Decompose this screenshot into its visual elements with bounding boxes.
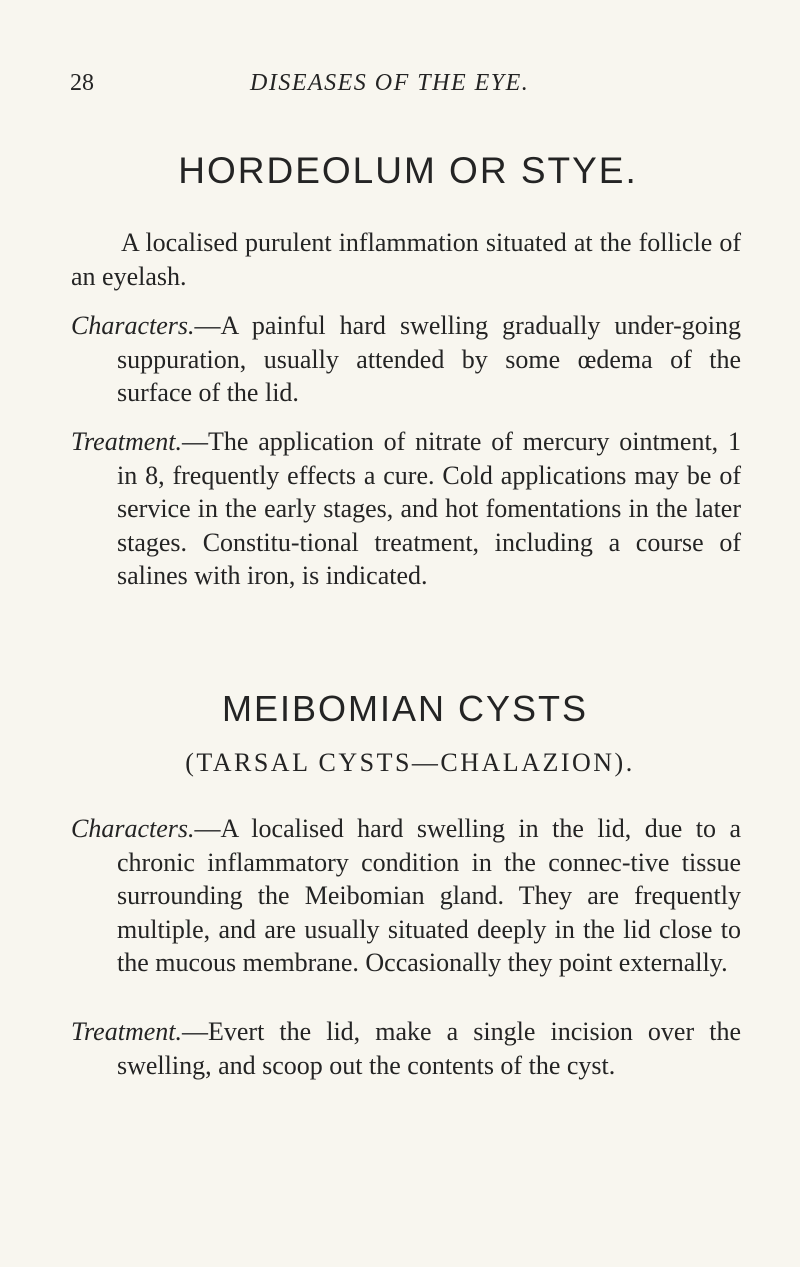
section-heading-hordeolum: HORDEOLUM OR STYE. [178, 150, 638, 191]
characters-label: Characters. [71, 814, 195, 843]
characters-text: —A localised hard swelling in the lid, due to a chronic inflammatory condition in the connec-tive tissue surrounding the Meibomian gland. They are frequently multiple, and are usually situated deeply in the lid close to the mucous membrane. Occasionally they point externally. [117, 814, 741, 977]
meibomian-characters-paragraph [71, 812, 741, 980]
treatment-text: —The application of nitrate of mercury ointment, 1 in 8, frequently effects a cure. Cold applications may be of service in the early stages, and hot fomentations in the later stages. Constitu-tional treatment, including a course of salines with iron, is indicated. [117, 427, 741, 590]
characters-label: Characters. [71, 311, 195, 340]
characters-text: —A painful hard swelling gradually under-going suppuration, usually attended by some œdema of the surface of the lid. [117, 311, 741, 407]
running-title: DISEASES OF THE EYE. [250, 70, 530, 96]
meibomian-treatment-paragraph [71, 1015, 741, 1082]
hordeolum-characters-paragraph [71, 309, 741, 410]
hordeolum-definition: A localised purulent inflammation situated at the follicle of an eyelash. [71, 228, 741, 291]
hordeolum-treatment-paragraph [71, 425, 741, 593]
page-number: 28 [70, 70, 94, 96]
treatment-label: Treatment. [71, 427, 182, 456]
section-subheading-chalazion: (TARSAL CYSTS—CHALAZION). [185, 748, 635, 777]
treatment-text: —Evert the lid, make a single incision over the swelling, and scoop out the contents of the cyst. [117, 1017, 741, 1080]
running-head [0, 70, 800, 102]
section-heading-meibomian: MEIBOMIAN CYSTS [221, 688, 589, 729]
treatment-label: Treatment. [71, 1017, 182, 1046]
